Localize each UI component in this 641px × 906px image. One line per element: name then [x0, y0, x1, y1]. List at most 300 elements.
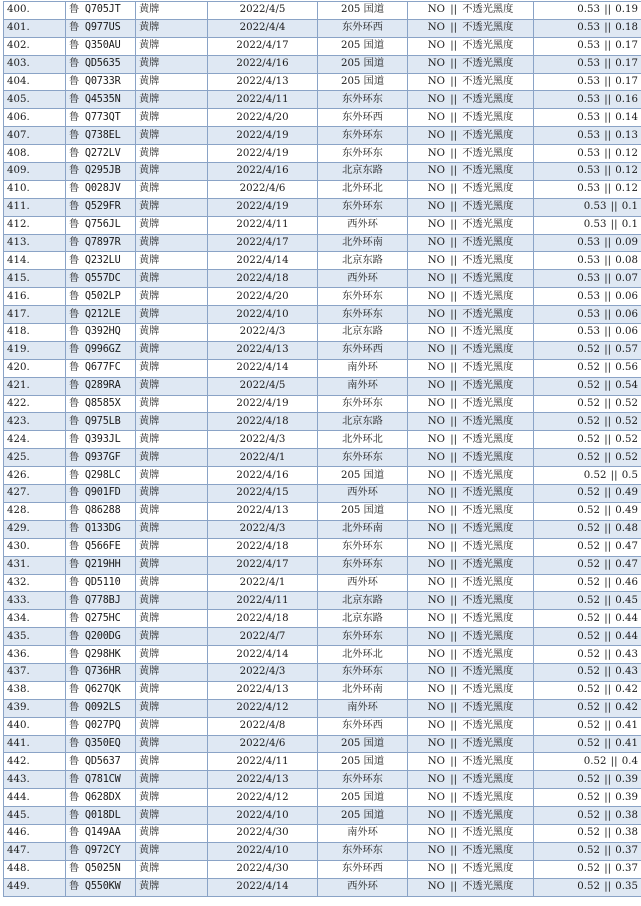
- test-method: NO || 不透光黑度: [408, 163, 534, 181]
- test-method: NO || 不透光黑度: [408, 324, 534, 342]
- road-location: 西外环: [318, 574, 408, 592]
- table-row: [4, 717, 641, 735]
- inspection-date: 2022/4/14: [208, 252, 318, 270]
- plate-type: 黄牌: [136, 485, 208, 503]
- plate-type: 黄牌: [136, 878, 208, 896]
- measured-values: 0.52 || 0.52: [534, 449, 641, 467]
- measured-values: 0.53 || 0.07: [534, 270, 641, 288]
- plate-number: 鲁 Q557DC: [66, 270, 136, 288]
- plate-number: 鲁 Q4535N: [66, 91, 136, 109]
- road-location: 东外环东: [318, 628, 408, 646]
- plate-type: 黄牌: [136, 681, 208, 699]
- row-number: 407.: [4, 127, 66, 145]
- inspection-date: 2022/4/18: [208, 538, 318, 556]
- test-method: NO || 不透光黑度: [408, 502, 534, 520]
- plate-type: 黄牌: [136, 842, 208, 860]
- plate-type: 黄牌: [136, 198, 208, 216]
- road-location: 北京东路: [318, 413, 408, 431]
- measured-values: 0.52 || 0.47: [534, 538, 641, 556]
- table-row: [4, 574, 641, 592]
- test-method: NO || 不透光黑度: [408, 145, 534, 163]
- road-location: 东外环东: [318, 145, 408, 163]
- measured-values: 0.53 || 0.12: [534, 145, 641, 163]
- table-row: [4, 538, 641, 556]
- table-row: [4, 556, 641, 574]
- plate-type: 黄牌: [136, 520, 208, 538]
- table-row: [4, 753, 641, 771]
- plate-type: 黄牌: [136, 807, 208, 825]
- row-number: 419.: [4, 341, 66, 359]
- plate-number: 鲁 Q975LB: [66, 413, 136, 431]
- inspection-date: 2022/4/14: [208, 878, 318, 896]
- test-method: NO || 不透光黑度: [408, 288, 534, 306]
- plate-number: 鲁 Q272LV: [66, 145, 136, 163]
- inspection-date: 2022/4/19: [208, 395, 318, 413]
- measured-values: 0.52 || 0.37: [534, 842, 641, 860]
- test-method: NO || 不透光黑度: [408, 824, 534, 842]
- inspection-date: 2022/4/13: [208, 681, 318, 699]
- plate-number: 鲁 Q018DL: [66, 807, 136, 825]
- test-method: NO || 不透光黑度: [408, 377, 534, 395]
- plate-number: 鲁 Q092LS: [66, 699, 136, 717]
- plate-number: 鲁 Q149AA: [66, 824, 136, 842]
- inspection-date: 2022/4/7: [208, 628, 318, 646]
- road-location: 205 国道: [318, 73, 408, 91]
- table-row: [4, 824, 641, 842]
- plate-type: 黄牌: [136, 753, 208, 771]
- table-row: [4, 663, 641, 681]
- plate-number: 鲁 Q627QK: [66, 681, 136, 699]
- measured-values: 0.52 || 0.35: [534, 878, 641, 896]
- inspection-date: 2022/4/3: [208, 431, 318, 449]
- table-row: [4, 270, 641, 288]
- test-method: NO || 不透光黑度: [408, 699, 534, 717]
- measured-values: 0.53 || 0.17: [534, 37, 641, 55]
- row-number: 421.: [4, 377, 66, 395]
- test-method: NO || 不透光黑度: [408, 538, 534, 556]
- plate-number: 鲁 Q86288: [66, 502, 136, 520]
- table-row: [4, 324, 641, 342]
- plate-number: 鲁 QD5635: [66, 55, 136, 73]
- road-location: 205 国道: [318, 467, 408, 485]
- measured-values: 0.53 || 0.06: [534, 324, 641, 342]
- plate-number: 鲁 Q275HC: [66, 610, 136, 628]
- row-number: 418.: [4, 324, 66, 342]
- row-number: 405.: [4, 91, 66, 109]
- measured-values: 0.53 || 0.1: [534, 216, 641, 234]
- road-location: 北京东路: [318, 163, 408, 181]
- table-row: [4, 592, 641, 610]
- row-number: 427.: [4, 485, 66, 503]
- plate-type: 黄牌: [136, 610, 208, 628]
- table-row: [4, 180, 641, 198]
- test-method: NO || 不透光黑度: [408, 234, 534, 252]
- row-number: 414.: [4, 252, 66, 270]
- table-row: [4, 216, 641, 234]
- plate-type: 黄牌: [136, 646, 208, 664]
- test-method: NO || 不透光黑度: [408, 341, 534, 359]
- inspection-date: 2022/4/19: [208, 198, 318, 216]
- table-row: [4, 55, 641, 73]
- test-method: NO || 不透光黑度: [408, 2, 534, 20]
- test-method: NO || 不透光黑度: [408, 610, 534, 628]
- measured-values: 0.52 || 0.49: [534, 485, 641, 503]
- row-number: 435.: [4, 628, 66, 646]
- measured-values: 0.53 || 0.12: [534, 163, 641, 181]
- plate-type: 黄牌: [136, 55, 208, 73]
- measured-values: 0.52 || 0.56: [534, 359, 641, 377]
- table-row: [4, 198, 641, 216]
- measured-values: 0.52 || 0.4: [534, 753, 641, 771]
- plate-type: 黄牌: [136, 91, 208, 109]
- measured-values: 0.52 || 0.44: [534, 610, 641, 628]
- plate-number: 鲁 Q232LU: [66, 252, 136, 270]
- plate-number: 鲁 Q756JL: [66, 216, 136, 234]
- plate-number: 鲁 Q392HQ: [66, 324, 136, 342]
- table-row: [4, 878, 641, 896]
- inspection-date: 2022/4/3: [208, 663, 318, 681]
- inspection-date: 2022/4/13: [208, 502, 318, 520]
- test-method: NO || 不透光黑度: [408, 753, 534, 771]
- inspection-date: 2022/4/17: [208, 37, 318, 55]
- road-location: 东外环东: [318, 771, 408, 789]
- plate-number: 鲁 Q393JL: [66, 431, 136, 449]
- measured-values: 0.53 || 0.13: [534, 127, 641, 145]
- plate-type: 黄牌: [136, 467, 208, 485]
- table-row: [4, 502, 641, 520]
- plate-number: 鲁 Q773QT: [66, 109, 136, 127]
- plate-number: 鲁 Q566FE: [66, 538, 136, 556]
- plate-type: 黄牌: [136, 145, 208, 163]
- plate-type: 黄牌: [136, 180, 208, 198]
- measured-values: 0.53 || 0.08: [534, 252, 641, 270]
- measured-values: 0.53 || 0.14: [534, 109, 641, 127]
- test-method: NO || 不透光黑度: [408, 198, 534, 216]
- table-row: [4, 91, 641, 109]
- inspection-date: 2022/4/15: [208, 485, 318, 503]
- road-location: 东外环东: [318, 538, 408, 556]
- row-number: 447.: [4, 842, 66, 860]
- row-number: 422.: [4, 395, 66, 413]
- test-method: NO || 不透光黑度: [408, 359, 534, 377]
- measured-values: 0.52 || 0.5: [534, 467, 641, 485]
- table-row: [4, 699, 641, 717]
- plate-number: 鲁 Q289RA: [66, 377, 136, 395]
- plate-type: 黄牌: [136, 556, 208, 574]
- inspection-date: 2022/4/20: [208, 109, 318, 127]
- road-location: 205 国道: [318, 807, 408, 825]
- plate-type: 黄牌: [136, 163, 208, 181]
- plate-type: 黄牌: [136, 860, 208, 878]
- road-location: 205 国道: [318, 37, 408, 55]
- road-location: 西外环: [318, 216, 408, 234]
- measured-values: 0.53 || 0.17: [534, 55, 641, 73]
- table-row: [4, 449, 641, 467]
- inspection-date: 2022/4/3: [208, 520, 318, 538]
- inspection-date: 2022/4/8: [208, 717, 318, 735]
- inspection-date: 2022/4/11: [208, 216, 318, 234]
- table-body: [4, 2, 641, 897]
- row-number: 409.: [4, 163, 66, 181]
- plate-number: 鲁 Q705JT: [66, 2, 136, 20]
- test-method: NO || 不透光黑度: [408, 663, 534, 681]
- road-location: 东外环东: [318, 449, 408, 467]
- measured-values: 0.52 || 0.39: [534, 771, 641, 789]
- table-row: [4, 395, 641, 413]
- plate-number: 鲁 Q7897R: [66, 234, 136, 252]
- row-number: 446.: [4, 824, 66, 842]
- plate-number: 鲁 Q778BJ: [66, 592, 136, 610]
- row-number: 445.: [4, 807, 66, 825]
- inspection-date: 2022/4/10: [208, 842, 318, 860]
- plate-type: 黄牌: [136, 574, 208, 592]
- plate-type: 黄牌: [136, 234, 208, 252]
- plate-number: 鲁 Q5025N: [66, 860, 136, 878]
- road-location: 205 国道: [318, 789, 408, 807]
- measured-values: 0.53 || 0.12: [534, 180, 641, 198]
- row-number: 429.: [4, 520, 66, 538]
- measured-values: 0.52 || 0.45: [534, 592, 641, 610]
- road-location: 北外环北: [318, 431, 408, 449]
- inspection-date: 2022/4/5: [208, 2, 318, 20]
- row-number: 402.: [4, 37, 66, 55]
- inspection-date: 2022/4/12: [208, 699, 318, 717]
- plate-type: 黄牌: [136, 538, 208, 556]
- row-number: 425.: [4, 449, 66, 467]
- measured-values: 0.52 || 0.41: [534, 717, 641, 735]
- plate-type: 黄牌: [136, 377, 208, 395]
- test-method: NO || 不透光黑度: [408, 19, 534, 37]
- test-method: NO || 不透光黑度: [408, 467, 534, 485]
- plate-type: 黄牌: [136, 663, 208, 681]
- measured-values: 0.52 || 0.46: [534, 574, 641, 592]
- inspection-date: 2022/4/11: [208, 91, 318, 109]
- test-method: NO || 不透光黑度: [408, 91, 534, 109]
- test-method: NO || 不透光黑度: [408, 771, 534, 789]
- test-method: NO || 不透光黑度: [408, 449, 534, 467]
- plate-number: 鲁 Q028JV: [66, 180, 136, 198]
- row-number: 410.: [4, 180, 66, 198]
- plate-type: 黄牌: [136, 324, 208, 342]
- road-location: 东外环西: [318, 860, 408, 878]
- road-location: 北外环北: [318, 180, 408, 198]
- table-row: [4, 842, 641, 860]
- table-row: [4, 234, 641, 252]
- table-row: [4, 306, 641, 324]
- table-row: [4, 771, 641, 789]
- table-row: [4, 19, 641, 37]
- plate-type: 黄牌: [136, 109, 208, 127]
- row-number: 437.: [4, 663, 66, 681]
- test-method: NO || 不透光黑度: [408, 628, 534, 646]
- measured-values: 0.53 || 0.17: [534, 73, 641, 91]
- plate-number: 鲁 Q996GZ: [66, 341, 136, 359]
- plate-number: 鲁 Q628DX: [66, 789, 136, 807]
- measured-values: 0.53 || 0.19: [534, 2, 641, 20]
- road-location: 东外环西: [318, 717, 408, 735]
- test-method: NO || 不透光黑度: [408, 717, 534, 735]
- plate-type: 黄牌: [136, 306, 208, 324]
- row-number: 442.: [4, 753, 66, 771]
- inspection-date: 2022/4/12: [208, 789, 318, 807]
- measured-values: 0.53 || 0.18: [534, 19, 641, 37]
- test-method: NO || 不透光黑度: [408, 55, 534, 73]
- measured-values: 0.52 || 0.43: [534, 663, 641, 681]
- plate-number: 鲁 Q0733R: [66, 73, 136, 91]
- inspection-date: 2022/4/19: [208, 127, 318, 145]
- table-row: [4, 73, 641, 91]
- table-row: [4, 252, 641, 270]
- plate-type: 黄牌: [136, 37, 208, 55]
- inspection-date: 2022/4/6: [208, 735, 318, 753]
- measured-values: 0.52 || 0.37: [534, 860, 641, 878]
- plate-number: 鲁 Q738EL: [66, 127, 136, 145]
- row-number: 416.: [4, 288, 66, 306]
- road-location: 东外环东: [318, 288, 408, 306]
- measured-values: 0.53 || 0.16: [534, 91, 641, 109]
- inspection-date: 2022/4/11: [208, 592, 318, 610]
- plate-number: 鲁 Q350EQ: [66, 735, 136, 753]
- table-row: [4, 109, 641, 127]
- measured-values: 0.53 || 0.1: [534, 198, 641, 216]
- road-location: 南外环: [318, 824, 408, 842]
- road-location: 东外环东: [318, 91, 408, 109]
- plate-type: 黄牌: [136, 592, 208, 610]
- test-method: NO || 不透光黑度: [408, 574, 534, 592]
- inspection-date: 2022/4/30: [208, 824, 318, 842]
- row-number: 413.: [4, 234, 66, 252]
- row-number: 415.: [4, 270, 66, 288]
- table-row: [4, 37, 641, 55]
- plate-type: 黄牌: [136, 73, 208, 91]
- inspection-date: 2022/4/18: [208, 413, 318, 431]
- row-number: 431.: [4, 556, 66, 574]
- table-row: [4, 860, 641, 878]
- road-location: 东外环东: [318, 663, 408, 681]
- row-number: 440.: [4, 717, 66, 735]
- plate-number: 鲁 Q027PQ: [66, 717, 136, 735]
- row-number: 441.: [4, 735, 66, 753]
- plate-number: 鲁 Q972CY: [66, 842, 136, 860]
- plate-type: 黄牌: [136, 431, 208, 449]
- measured-values: 0.52 || 0.38: [534, 807, 641, 825]
- inspection-date: 2022/4/13: [208, 341, 318, 359]
- inspection-date: 2022/4/14: [208, 359, 318, 377]
- measured-values: 0.53 || 0.06: [534, 288, 641, 306]
- road-location: 北京东路: [318, 252, 408, 270]
- table-row: [4, 485, 641, 503]
- road-location: 北外环南: [318, 234, 408, 252]
- row-number: 426.: [4, 467, 66, 485]
- row-number: 417.: [4, 306, 66, 324]
- plate-number: 鲁 Q901FD: [66, 485, 136, 503]
- road-location: 东外环东: [318, 395, 408, 413]
- measured-values: 0.52 || 0.52: [534, 431, 641, 449]
- measured-values: 0.52 || 0.42: [534, 699, 641, 717]
- measured-values: 0.52 || 0.44: [534, 628, 641, 646]
- plate-number: 鲁 Q298HK: [66, 646, 136, 664]
- table-row: [4, 288, 641, 306]
- measured-values: 0.52 || 0.49: [534, 502, 641, 520]
- measured-values: 0.52 || 0.57: [534, 341, 641, 359]
- plate-number: 鲁 Q295JB: [66, 163, 136, 181]
- measured-values: 0.52 || 0.52: [534, 413, 641, 431]
- row-number: 412.: [4, 216, 66, 234]
- road-location: 南外环: [318, 377, 408, 395]
- row-number: 444.: [4, 789, 66, 807]
- plate-type: 黄牌: [136, 359, 208, 377]
- road-location: 南外环: [318, 359, 408, 377]
- row-number: 401.: [4, 19, 66, 37]
- plate-number: 鲁 Q529FR: [66, 198, 136, 216]
- road-location: 205 国道: [318, 502, 408, 520]
- row-number: 438.: [4, 681, 66, 699]
- table-row: [4, 681, 641, 699]
- row-number: 403.: [4, 55, 66, 73]
- row-number: 443.: [4, 771, 66, 789]
- table-row: [4, 431, 641, 449]
- test-method: NO || 不透光黑度: [408, 127, 534, 145]
- plate-type: 黄牌: [136, 628, 208, 646]
- table-row: [4, 789, 641, 807]
- test-method: NO || 不透光黑度: [408, 789, 534, 807]
- inspection-date: 2022/4/16: [208, 55, 318, 73]
- inspection-date: 2022/4/11: [208, 753, 318, 771]
- measured-values: 0.52 || 0.39: [534, 789, 641, 807]
- plate-number: 鲁 QD5637: [66, 753, 136, 771]
- road-location: 东外环东: [318, 198, 408, 216]
- test-method: NO || 不透光黑度: [408, 592, 534, 610]
- plate-type: 黄牌: [136, 502, 208, 520]
- table-row: [4, 127, 641, 145]
- plate-number: 鲁 Q550KW: [66, 878, 136, 896]
- inspection-date: 2022/4/3: [208, 324, 318, 342]
- measured-values: 0.52 || 0.47: [534, 556, 641, 574]
- road-location: 东外环东: [318, 556, 408, 574]
- road-location: 西外环: [318, 270, 408, 288]
- plate-type: 黄牌: [136, 2, 208, 20]
- inspection-date: 2022/4/19: [208, 145, 318, 163]
- road-location: 北外环南: [318, 520, 408, 538]
- inspection-date: 2022/4/16: [208, 467, 318, 485]
- plate-number: 鲁 Q781CW: [66, 771, 136, 789]
- measured-values: 0.53 || 0.09: [534, 234, 641, 252]
- test-method: NO || 不透光黑度: [408, 306, 534, 324]
- plate-number: 鲁 Q977US: [66, 19, 136, 37]
- road-location: 东外环西: [318, 341, 408, 359]
- plate-number: 鲁 Q502LP: [66, 288, 136, 306]
- row-number: 400.: [4, 2, 66, 20]
- test-method: NO || 不透光黑度: [408, 681, 534, 699]
- plate-type: 黄牌: [136, 735, 208, 753]
- test-method: NO || 不透光黑度: [408, 216, 534, 234]
- plate-number: 鲁 Q736HR: [66, 663, 136, 681]
- inspection-date: 2022/4/14: [208, 646, 318, 664]
- inspection-date: 2022/4/30: [208, 860, 318, 878]
- row-number: 433.: [4, 592, 66, 610]
- inspection-date: 2022/4/6: [208, 180, 318, 198]
- road-location: 205 国道: [318, 735, 408, 753]
- inspection-date: 2022/4/1: [208, 574, 318, 592]
- test-method: NO || 不透光黑度: [408, 878, 534, 896]
- test-method: NO || 不透光黑度: [408, 270, 534, 288]
- test-method: NO || 不透光黑度: [408, 842, 534, 860]
- inspection-date: 2022/4/5: [208, 377, 318, 395]
- table-row: [4, 2, 641, 20]
- plate-number: 鲁 Q350AU: [66, 37, 136, 55]
- plate-type: 黄牌: [136, 252, 208, 270]
- road-location: 东外环东: [318, 127, 408, 145]
